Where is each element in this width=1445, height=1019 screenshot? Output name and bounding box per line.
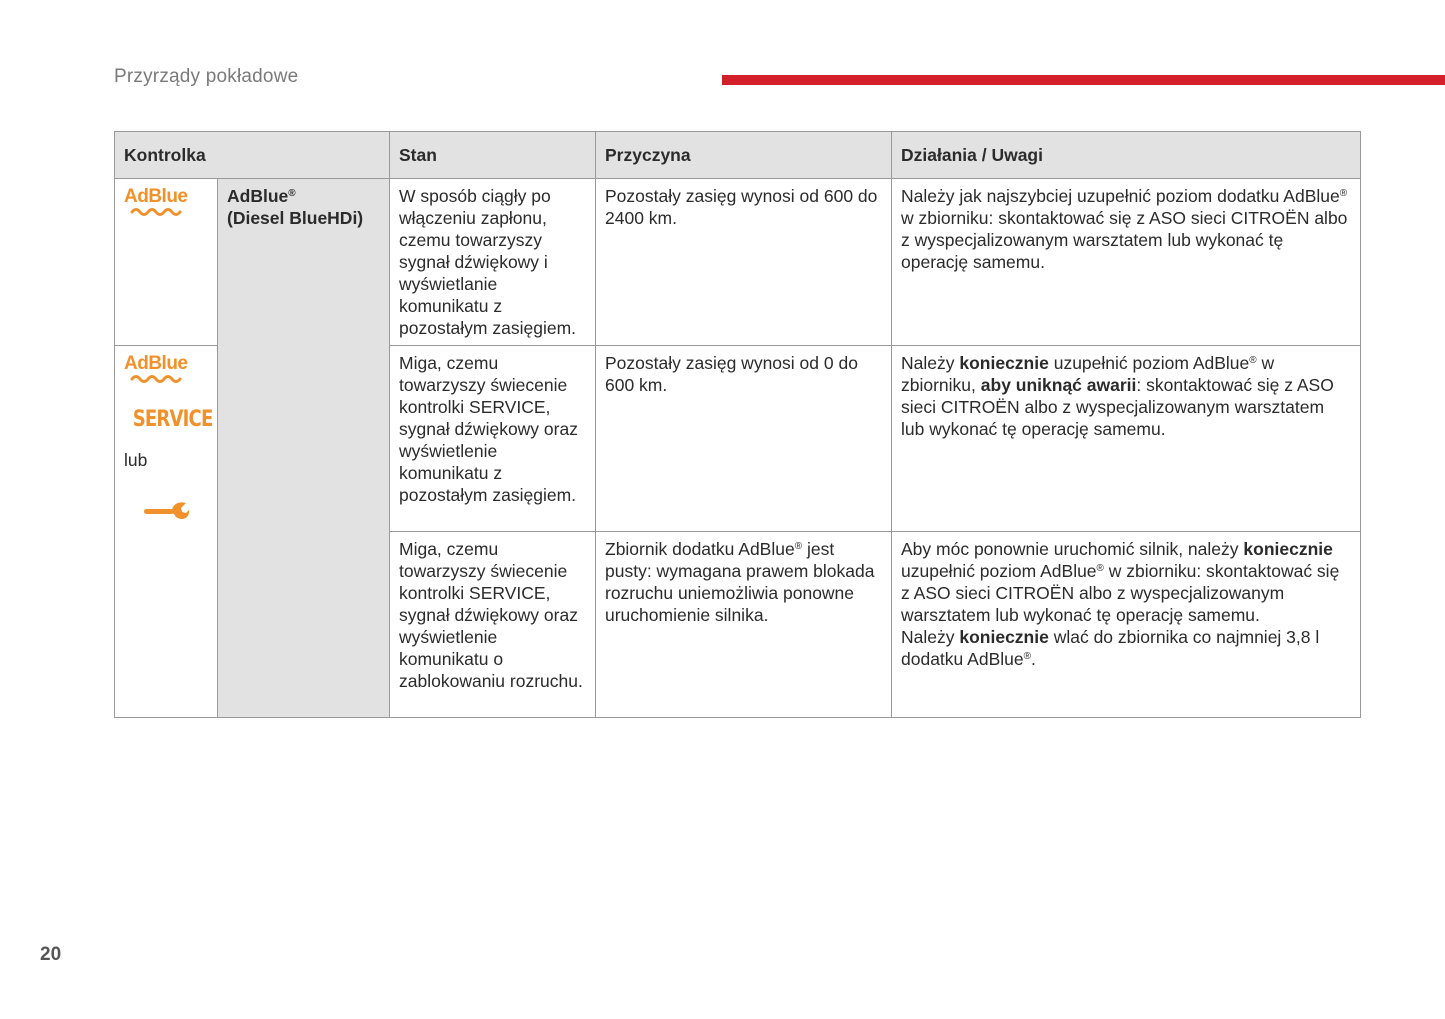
dzialania-text: Należy [901,627,960,647]
dzialania-text: Aby móc ponownie uruchomić silnik, należy [901,539,1244,559]
header-stan: Stan [390,132,596,179]
adblue-logo-text: AdBlue [124,186,188,207]
przyczyna-text: Zbiornik dodatku AdBlue [605,539,795,559]
dzialania-text: w zbiorniku, [901,353,1275,395]
registered-mark: ® [1023,651,1031,662]
dzialania-text: w zbiorniku: skontaktować się z ASO sieci CITROËN albo z wyspecjalizowanym warsztatem lub wykonać tę operację samemu. [901,208,1348,272]
dzialania-text: : skontaktować się z ASO sieci CITROËN albo z wyspecjalizowanym warsztatem lub wykonać tę operację samemu. [901,375,1334,439]
dzialania-text: Należy jak najszybciej uzupełnić poziom dodatku AdBlue [901,186,1340,206]
dzialania-text: uzupełnić poziom AdBlue [1048,353,1250,373]
indicator-cell-2 [115,346,218,718]
registered-mark: ® [1249,355,1257,366]
dzialania-text: w zbiorniku: skontaktować się z ASO sieci CITROËN albo z wyspecjalizowanym warsztatem lub wykonać tę operację samemu. [901,561,1340,625]
registered-mark: ® [1096,563,1104,574]
dzialania-text: . [1030,649,1036,669]
indicator-subtitle: (Diesel BlueHDi) [227,208,364,228]
emphasis-text: koniecznie [1243,539,1333,559]
header-accent-bar [722,75,1445,85]
przyczyna-cell-2: Pozostały zasięg wynosi od 0 do 600 km. [596,346,892,532]
adblue-warning-icon [124,187,188,216]
registered-mark: ® [794,541,803,552]
or-label: lub [124,450,148,470]
dzialania-text: uzupełnić poziom AdBlue [901,561,1097,581]
section-title: Przyrządy pokładowe [114,66,299,87]
header-przyczyna: Przyczyna [596,132,892,179]
emphasis-text: koniecznie [959,353,1049,373]
adblue-wave-icon [130,207,182,216]
dzialania-text: Należy [901,353,960,373]
wrench-icon [142,501,190,521]
dzialania-cell-3 [892,532,1361,718]
header-kontrolka: Kontrolka [115,132,390,179]
adblue-warning-icon [124,354,188,383]
table-row [115,179,1361,346]
dzialania-text: wlać do zbiornika co najmniej 3,8 l dodatku AdBlue [901,627,1320,669]
stan-cell-1: W sposób ciągły po włączeniu zapłonu, czemu towarzyszy sygnał dźwiękowy i wyświetlanie komunikatu z pozostałym zasięgiem. [390,179,596,346]
przyczyna-text: jest pusty: wymagana prawem blokada rozruchu uniemożliwia ponowne uruchomienie silnika. [605,539,875,625]
dzialania-cell-1 [892,179,1361,346]
adblue-wave-icon [130,374,182,383]
emphasis-text: aby uniknąć awarii [980,375,1137,395]
stan-cell-3: Miga, czemu towarzyszy świecenie kontrolki SERVICE, sygnał dźwiękowy oraz wyświetlenie komunikatu o zablokowaniu rozruchu. [390,532,596,718]
page-number: 20 [40,944,62,965]
registered-mark: ® [288,188,296,199]
indicator-name: AdBlue [227,186,289,206]
warning-lights-table [114,131,1361,718]
table-header-row [115,132,1361,179]
registered-mark: ® [1339,188,1348,199]
stan-cell-2: Miga, czemu towarzyszy świecenie kontrolki SERVICE, sygnał dźwiękowy oraz wyświetlenie komunikatu z pozostałym zasięgiem. [390,346,596,532]
przyczyna-cell-3 [596,532,892,718]
przyczyna-cell-1: Pozostały zasięg wynosi od 600 do 2400 km. [596,179,892,346]
indicator-cell-1 [115,179,218,346]
emphasis-text: koniecznie [959,627,1049,647]
adblue-logo-text: AdBlue [124,353,188,374]
dzialania-cell-2 [892,346,1361,532]
indicator-name-cell [218,179,390,718]
service-warning-icon: SERVICE [132,407,213,432]
header-dzialania: Działania / Uwagi [892,132,1361,179]
